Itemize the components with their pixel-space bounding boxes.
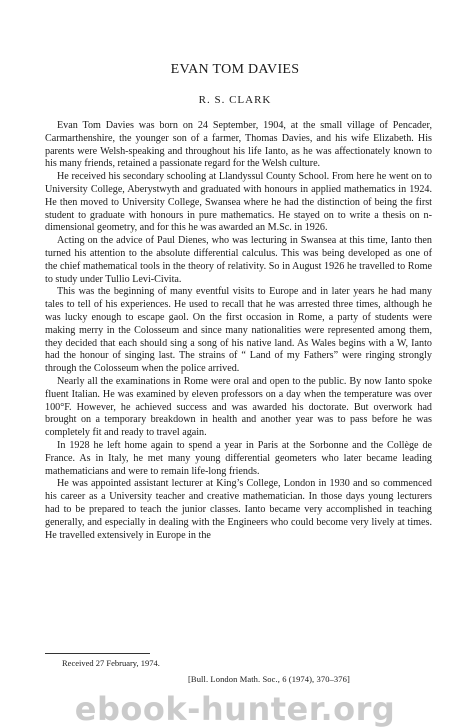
paragraph: In 1928 he left home again to spend a year in Paris at the Sorbonne and the Collège de France. As in Italy, he met many young differential geometers who later became leading mathematicians and were to remain life-long friends.: [45, 439, 432, 477]
journal-citation: [Bull. London Math. Soc., 6 (1974), 370–376]: [188, 674, 350, 684]
paragraph: Nearly all the examinations in Rome were oral and open to the public. By now Ianto spoke fluent Italian. He was examined by eleven professors on a day when the temperature was over 100°F. However, he achieved success and was awarded his doctorate. But overwork had brought on a temporary breakdown in health and another year was to pass before he was completely fit and ready to travel again.: [45, 375, 432, 439]
received-date: Received 27 February, 1974.: [62, 658, 160, 668]
article-body: [45, 120, 432, 542]
paragraph: Acting on the advice of Paul Dienes, who was lecturing in Swansea at this time, Ianto then turned his attention to the absolute differential calculus. This was being developed as one of the chief mathematical tools in the theory of relativity. So in August 1926 he travelled to Rome to study under Tullio Levi-Civita.: [45, 235, 432, 285]
paragraph: He received his secondary schooling at Llandyssul County School. From here he went on to University College, Aberystwyth and graduated with honours in applied mathematics in 1924. He then moved to University College, Swansea where he had the distinction of being the first student to graduate with honours in pure mathematics. He stayed on to write a thesis on n-dimensional geometry, and for this he was awarded an M.Sc. in 1926.: [45, 171, 432, 234]
article-title: EVAN TOM DAVIES: [170, 62, 300, 77]
footnote-divider: [45, 653, 150, 654]
watermark: ebook-hunter.org: [74, 690, 396, 728]
article-author: R. S. CLARK: [198, 94, 272, 106]
paragraph: Evan Tom Davies was born on 24 September, 1904, at the small village of Pencader, Carmarthenshire, the younger son of a farmer, Thomas Davies, and his wife Elizabeth. His parents were Welsh-speaking and throughout his life Ianto, as he was affectionately known to his many friends, retained a passionate regard for the Welsh culture.: [45, 120, 432, 170]
paragraph: He was appointed assistant lecturer at King’s College, London in 1930 and so commenced his career as a University teacher and creative mathematician. In those days young lecturers had to be prepared to teach the junior classes. Ianto became very accomplished in teaching generally, and especially in dealing with the Engineers who could become very lively at times. He travelled extensively in Europe in the: [45, 478, 432, 541]
paragraph: This was the beginning of many eventful visits to Europe and in later years he had many tales to tell of his experiences. He used to recall that he was arrested three times, although he was lucky enough to escape gaol. On the first occasion in Rome, a party of students were making merry in the Colosseum and since many nationalities were represented among them, they decided that each should sing a song of his native land. As Wales begins with a W, Ianto had the honour of singing last. The strains of “ Land of my Fathers” were ringing strongly through the Colosseum when the police arrived.: [45, 286, 432, 375]
